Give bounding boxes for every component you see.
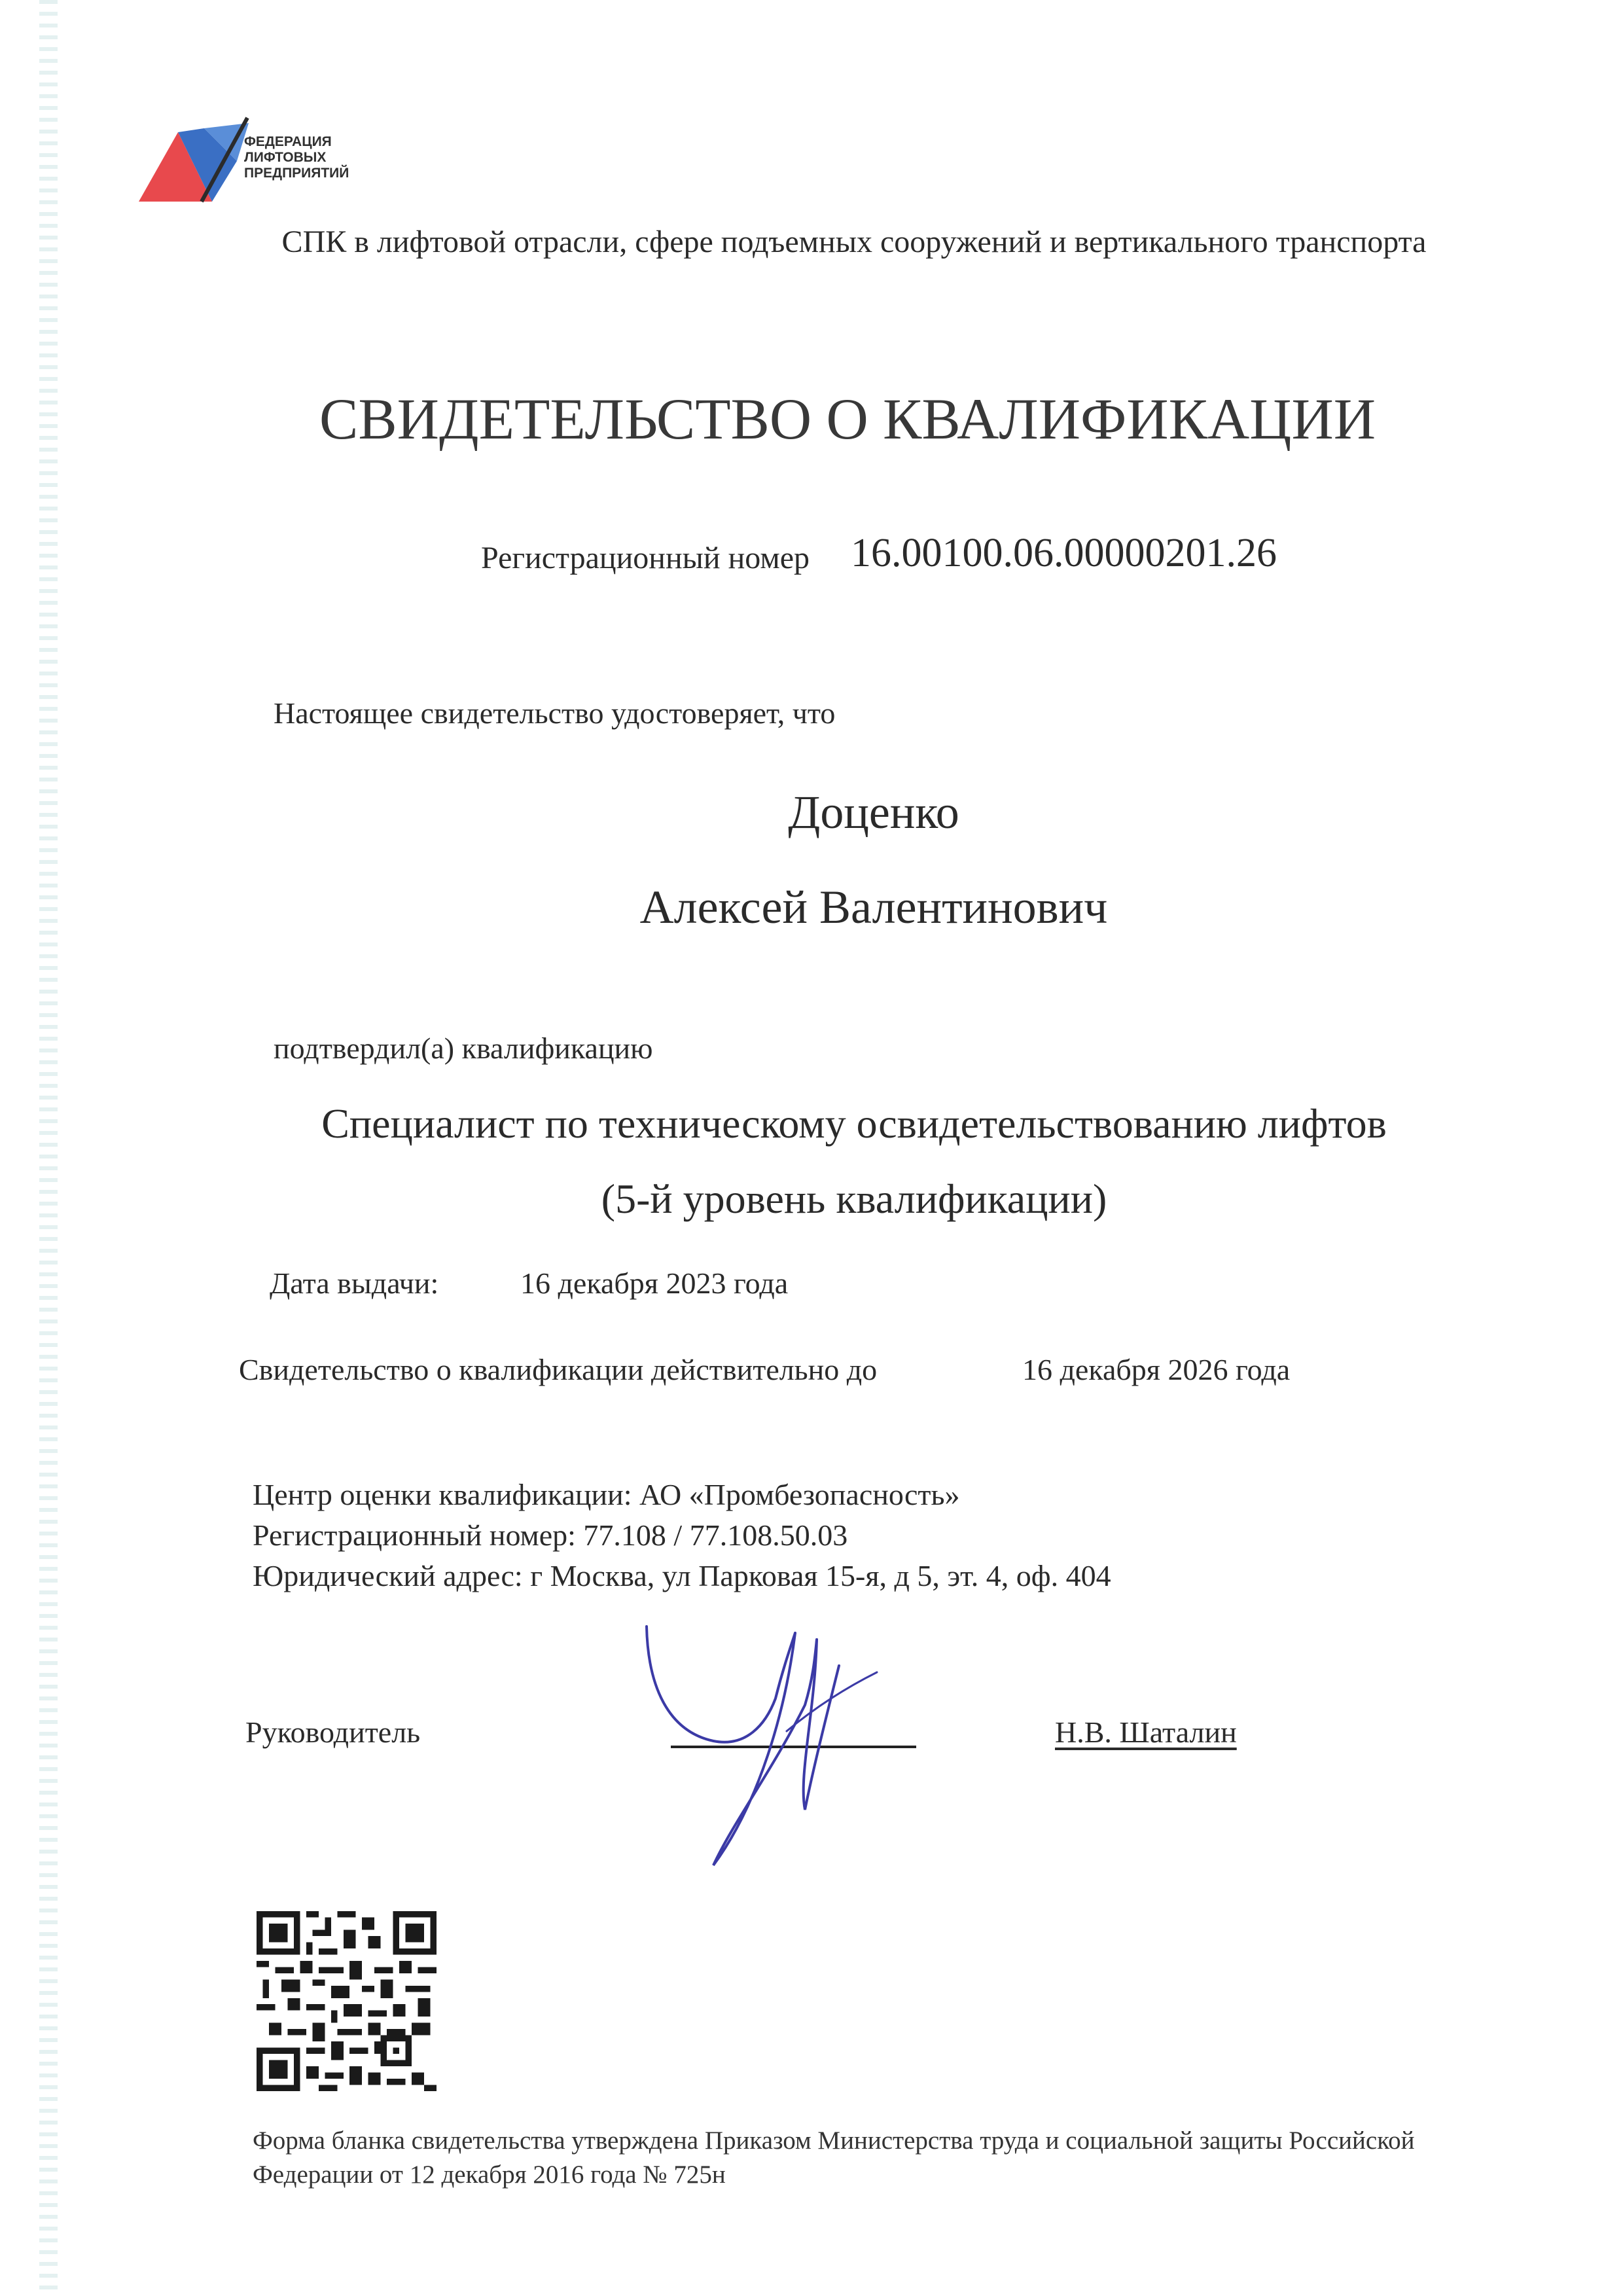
footer-line: Федерации от 12 декабря 2016 года № 725н	[253, 2161, 726, 2189]
signatory-role: Руководитель	[245, 1715, 421, 1749]
issue-date: 16 декабря 2023 года	[520, 1266, 789, 1300]
registration-label: Регистрационный номер	[481, 541, 810, 575]
assessment-centre-block	[253, 1475, 1111, 1596]
qualification-name: Специалист по техническому освидетельствованию лифтов	[321, 1100, 1387, 1147]
assessment-centre-address: Юридический адрес: г Москва, ул Парковая 15-я, д 5, эт. 4, оф. 404	[253, 1559, 1111, 1592]
scan-edge	[39, 0, 58, 2296]
logo-line: ПРЕДПРИЯТИЙ	[244, 166, 349, 181]
logo-line: ЛИФТОВЫХ	[244, 150, 327, 165]
intro-text: Настоящее свидетельство удостоверяет, что	[274, 696, 836, 730]
signatory-name: Н.В. Шаталин	[1055, 1715, 1237, 1749]
footer-note	[253, 2124, 1415, 2192]
footer-line: Форма бланка свидетельства утверждена Приказом Министерства труда и социальной защиты Российской	[253, 2126, 1415, 2155]
assessment-centre-name: Центр оценки квалификации: АО «Промбезопасность»	[253, 1478, 960, 1511]
confirmed-text: подтвердил(а) квалификацию	[274, 1031, 653, 1065]
qualification-level: (5-й уровень квалификации)	[601, 1175, 1107, 1222]
validity-date: 16 декабря 2026 года	[1022, 1353, 1291, 1386]
validity-label: Свидетельство о квалификации действительно до	[239, 1353, 878, 1386]
federation-logo-icon	[139, 114, 250, 203]
holder-given-names: Алексей Валентинович	[639, 881, 1108, 933]
council-name: СПК в лифтовой отрасли, сфере подъемных сооружений и вертикального транспорта	[281, 224, 1427, 259]
document-title: СВИДЕТЕЛЬСТВО О КВАЛИФИКАЦИИ	[319, 387, 1376, 452]
logo-line: ФЕДЕРАЦИЯ	[244, 134, 332, 149]
logo-wordmark	[244, 134, 349, 181]
handwritten-signature	[641, 1607, 903, 1895]
registration-number: 16.00100.06.00000201.26	[851, 531, 1277, 575]
qr-code[interactable]	[257, 1911, 437, 2091]
issue-date-label: Дата выдачи:	[270, 1266, 439, 1300]
holder-surname: Доценко	[788, 786, 959, 838]
assessment-centre-reg: Регистрационный номер: 77.108 / 77.108.50.03	[253, 1518, 848, 1552]
